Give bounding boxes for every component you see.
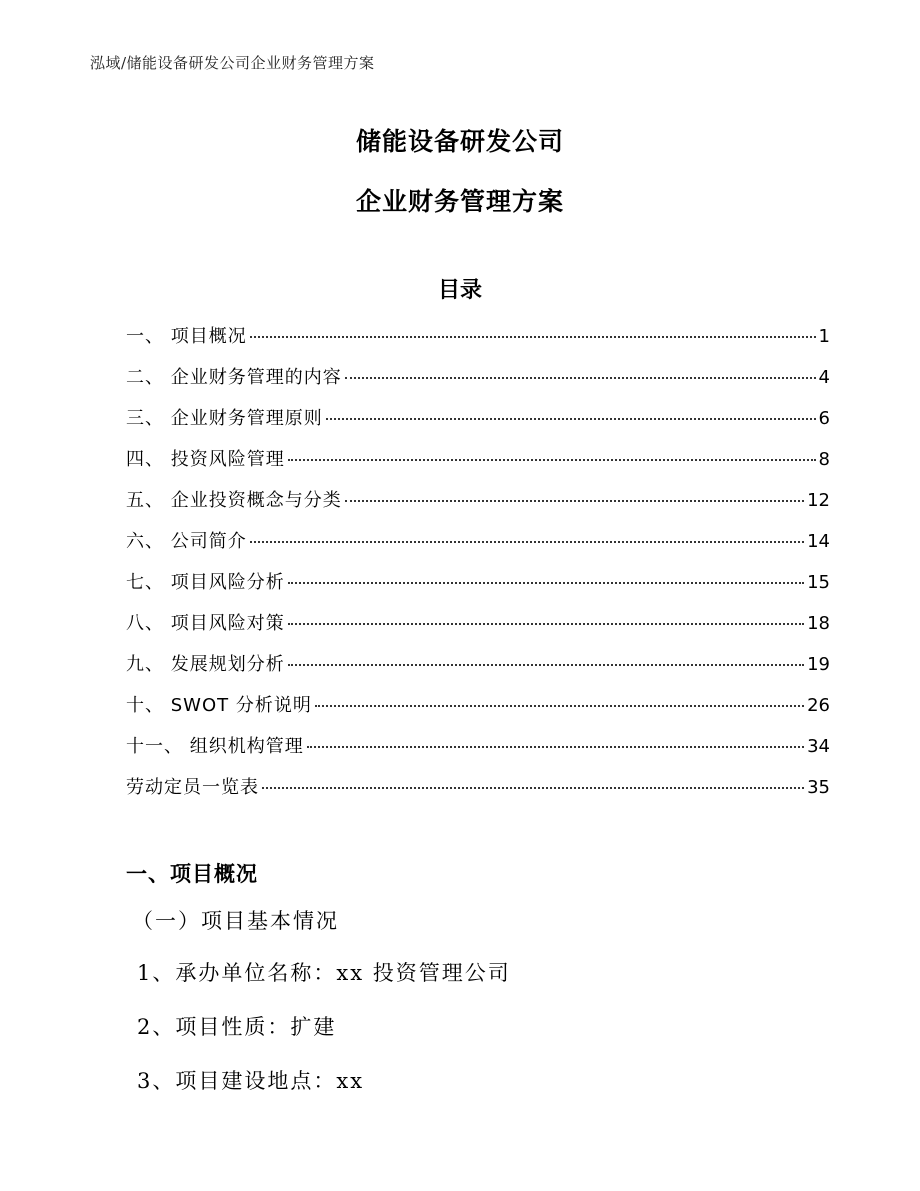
section-subheading: （一）项目基本情况 [132,909,339,933]
toc-leader-dots [288,581,804,584]
toc-leader-dots [288,458,816,461]
toc-entry-page: 34 [807,736,830,757]
toc-entry-page: 8 [818,449,830,470]
toc-entry-label: 五、 企业投资概念与分类 [126,490,342,511]
toc-entry[interactable] [126,445,830,486]
toc-leader-dots [288,663,804,666]
toc-entry-label: 三、 企业财务管理原则 [126,408,323,429]
toc-entry[interactable] [126,322,830,363]
toc-entry[interactable] [126,773,830,814]
toc-entry-label: 四、 投资风险管理 [126,449,285,470]
toc-entry[interactable] [126,732,830,773]
running-header: 泓域/储能设备研发公司企业财务管理方案 [90,54,375,72]
toc-entry[interactable] [126,650,830,691]
toc-entry-label: 九、 发展规划分析 [126,654,285,675]
document-title-line-2: 企业财务管理方案 [355,187,564,216]
toc-leader-dots [345,499,804,502]
toc-leader-dots [345,376,816,379]
toc-leader-dots [250,540,804,543]
toc-entry-page: 18 [807,613,830,634]
toc-heading: 目录 [437,278,482,303]
body-paragraph: 1、承办单位名称：xx 投资管理公司 [137,961,511,985]
toc-entry-page: 1 [818,326,830,347]
toc-leader-dots [262,786,804,789]
toc-entry-label: 二、 企业财务管理的内容 [126,367,342,388]
toc-entry-page: 19 [807,654,830,675]
toc-leader-dots [315,704,804,707]
toc-entry[interactable] [126,404,830,445]
toc-entry-label: 劳动定员一览表 [126,777,259,798]
toc-entry[interactable] [126,486,830,527]
toc-entry-page: 26 [807,695,830,716]
toc-entry[interactable] [126,691,830,732]
toc-entry-page: 4 [818,367,830,388]
toc-entry[interactable] [126,609,830,650]
toc-entry-page: 12 [807,490,830,511]
table-of-contents [126,322,830,814]
toc-entry-page: 35 [807,777,830,798]
toc-entry-label: 十一、 组织机构管理 [126,736,304,757]
section-heading: 一、项目概况 [126,862,258,886]
body-paragraph: 2、项目性质：扩建 [137,1015,337,1039]
toc-entry-page: 15 [807,572,830,593]
toc-entry-label: 六、 公司简介 [126,531,247,552]
document-title-line-1: 储能设备研发公司 [355,127,564,156]
toc-entry-label: 一、 项目概况 [126,326,247,347]
toc-entry-label: 八、 项目风险对策 [126,613,285,634]
toc-leader-dots [288,622,804,625]
toc-entry-label: 十、 SWOT 分析说明 [126,695,312,716]
toc-leader-dots [307,745,804,748]
toc-leader-dots [326,417,816,420]
toc-leader-dots [250,335,816,338]
toc-entry-page: 14 [807,531,830,552]
toc-entry-page: 6 [818,408,830,429]
toc-entry[interactable] [126,527,830,568]
toc-entry-label: 七、 项目风险分析 [126,572,285,593]
toc-entry[interactable] [126,568,830,609]
toc-entry[interactable] [126,363,830,404]
body-paragraph: 3、项目建设地点：xx [137,1069,365,1093]
